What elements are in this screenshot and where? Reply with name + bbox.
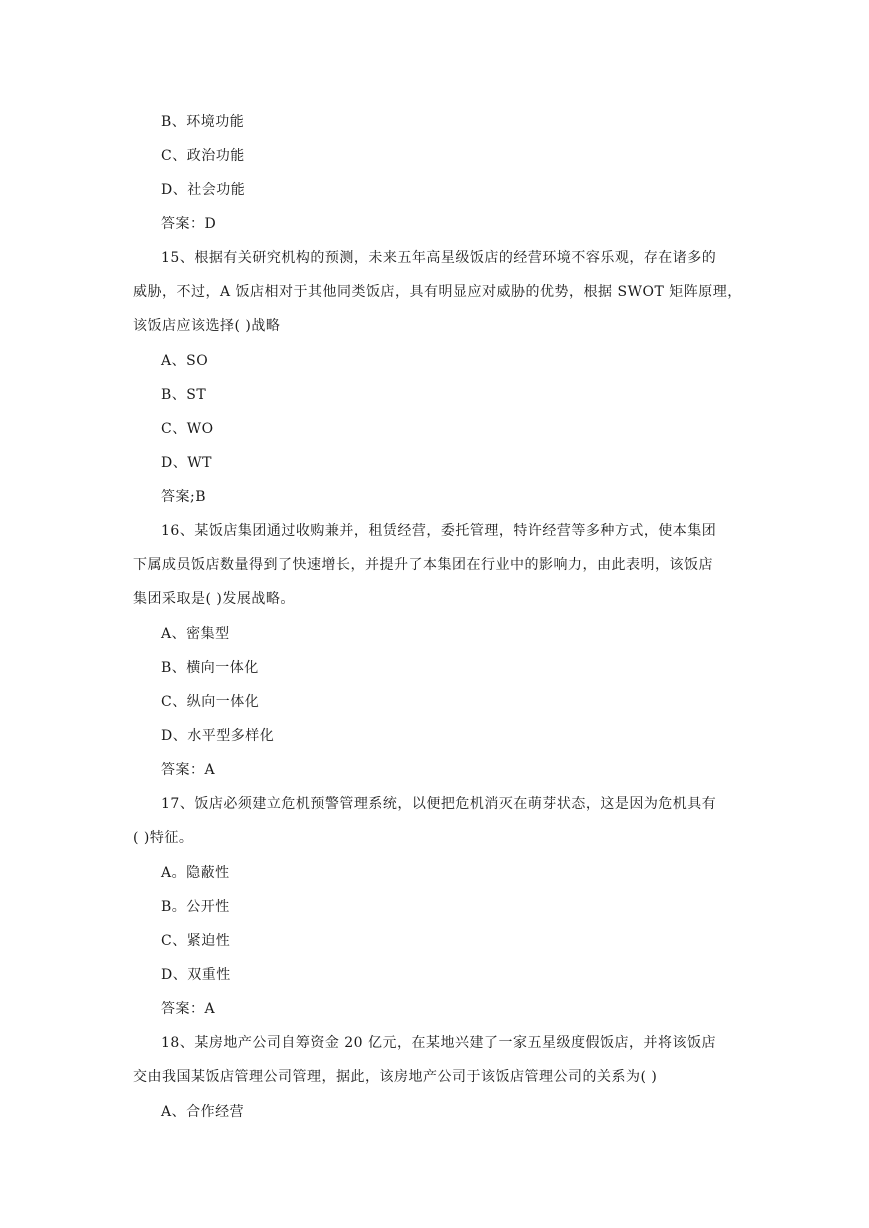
option-a-q18: A、合作经营 bbox=[161, 1104, 245, 1120]
option-d-q16: D、水平型多样化 bbox=[161, 728, 275, 744]
question-17-line-2: ( )特征。 bbox=[133, 830, 194, 846]
option-d-q15: D、WT bbox=[161, 455, 212, 471]
question-15-line-2: 威胁，不过，A 饭店相对于其他同类饭店，具有明显应对威胁的优势，根据 SWOT 矩阵原理， bbox=[133, 284, 742, 300]
answer-q17: 答案：A bbox=[161, 1001, 216, 1017]
option-d-q14: D、社会功能 bbox=[161, 182, 246, 198]
question-17-line-1: 17、饭店必须建立危机预警管理系统，以便把危机消灭在萌芽状态，这是因为危机具有 bbox=[161, 796, 717, 812]
option-c-q14: C、政治功能 bbox=[161, 148, 245, 164]
option-b-q14: B、环境功能 bbox=[161, 114, 245, 130]
option-b-q15: B、ST bbox=[161, 387, 207, 403]
question-15-line-1: 15、根据有关研究机构的预测，未来五年高星级饭店的经营环境不容乐观，存在诸多的 bbox=[161, 250, 717, 266]
option-b-q16: B、横向一体化 bbox=[161, 660, 259, 676]
question-16-line-1: 16、某饭店集团通过收购兼并，租赁经营，委托管理，特许经营等多种方式，使本集团 bbox=[161, 523, 717, 539]
option-a-q16: A、密集型 bbox=[161, 626, 230, 642]
option-a-q17: A。隐蔽性 bbox=[161, 865, 230, 881]
option-c-q15: C、WO bbox=[161, 421, 214, 437]
question-15-line-3: 该饭店应该选择( )战略 bbox=[133, 318, 281, 334]
option-c-q16: C、纵向一体化 bbox=[161, 694, 260, 710]
question-16-line-3: 集团采取是( )发展战略。 bbox=[133, 591, 295, 607]
option-b-q17: B。公开性 bbox=[161, 899, 230, 915]
option-d-q17: D、双重性 bbox=[161, 967, 231, 983]
question-18-line-1: 18、某房地产公司自筹资金 20 亿元，在某地兴建了一家五星级度假饭店，并将该饭店 bbox=[161, 1035, 717, 1051]
question-16-line-2: 下属成员饭店数量得到了快速增长，并提升了本集团在行业中的影响力，由此表明，该饭店 bbox=[133, 557, 713, 573]
answer-q16: 答案：A bbox=[161, 762, 216, 778]
option-a-q15: A、SO bbox=[161, 353, 209, 369]
question-18-line-2: 交由我国某饭店管理公司管理，据此，该房地产公司于该饭店管理公司的关系为( ) bbox=[133, 1069, 658, 1085]
answer-q14: 答案：D bbox=[161, 216, 217, 232]
option-c-q17: C、紧迫性 bbox=[161, 933, 231, 949]
answer-q15: 答案;B bbox=[161, 489, 207, 505]
